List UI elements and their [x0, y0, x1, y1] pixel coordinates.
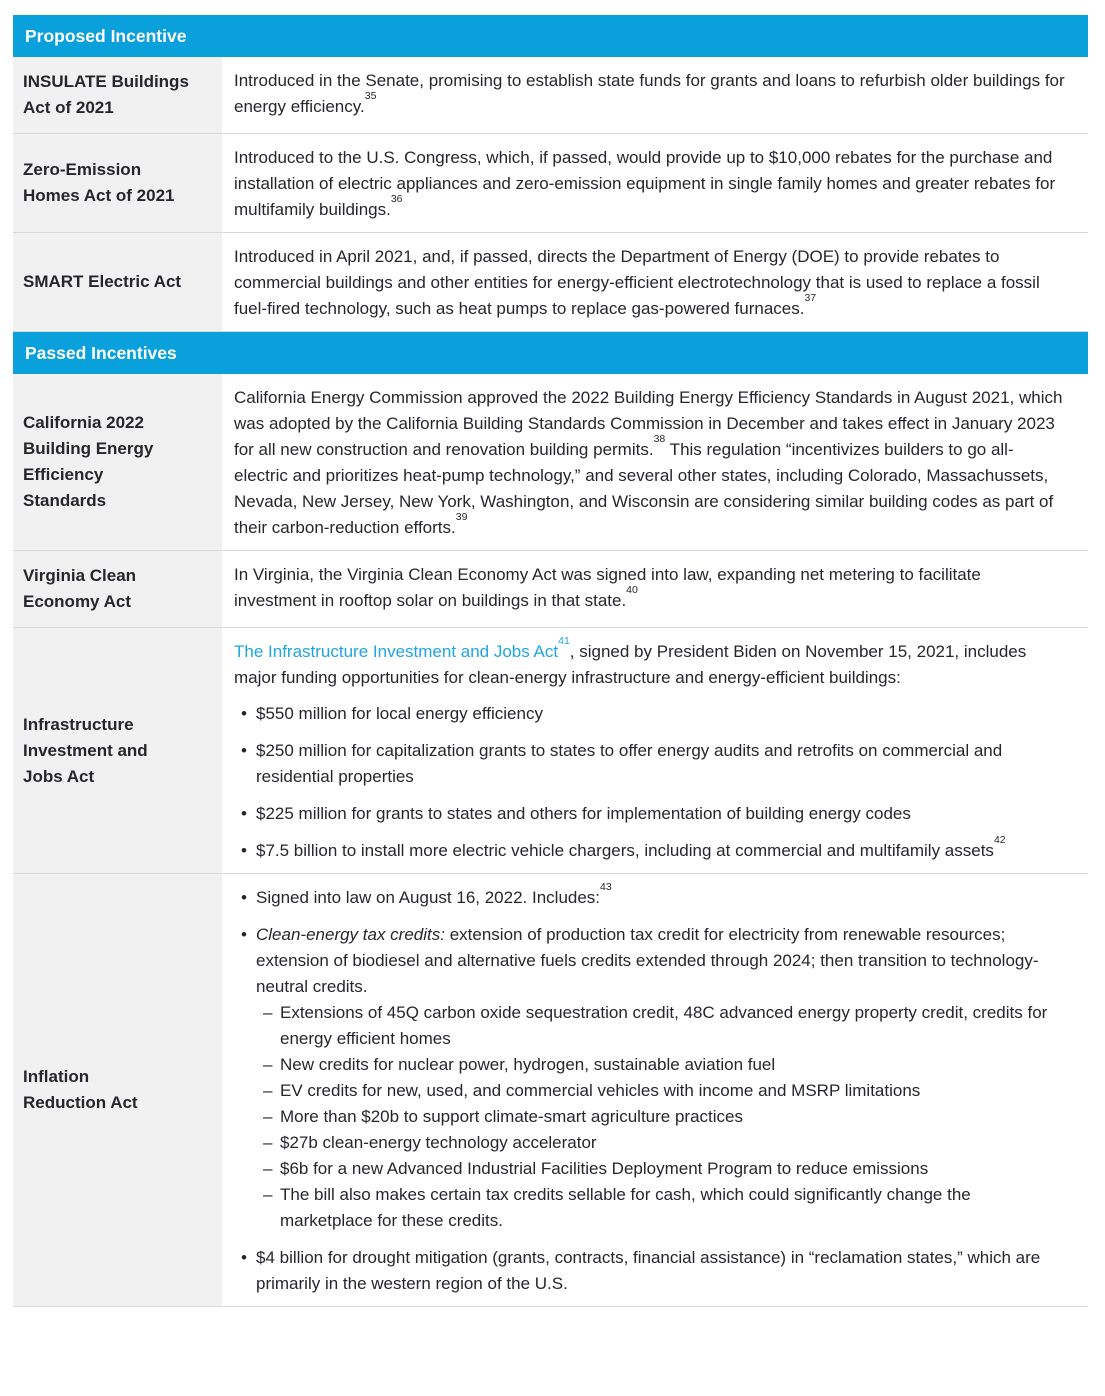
incentive-name-cell	[13, 874, 222, 1306]
description-paragraph	[234, 562, 1066, 614]
description-paragraph	[234, 145, 1066, 223]
table-row	[13, 233, 1088, 332]
bullet-item	[256, 881, 1066, 911]
incentives-table	[13, 15, 1088, 1307]
section-header-band	[13, 332, 1088, 374]
incentive-name-line: Reduction Act	[23, 1093, 138, 1112]
incentive-name-line: INSULATE Buildings	[23, 72, 189, 91]
bullet-item	[256, 1245, 1066, 1297]
incentive-name-line: Standards	[23, 491, 107, 510]
text-run: $27b clean-energy technology accelerator	[280, 1133, 597, 1152]
footnote-reference: 37	[804, 292, 817, 305]
text-run: The bill also makes certain tax credits sellable for cash, which could significantly change the marketplace for these credits.	[280, 1185, 971, 1230]
text-run: California Energy Commission approved the 2022 Building Energy Efficiency Standards in August 2021, which was adopted by the California Building Standards Commission in December and takes effect in January 2023 for all new construction and renovation building permits.	[234, 388, 1063, 459]
description-paragraph	[234, 244, 1066, 322]
incentive-description-cell	[222, 233, 1088, 331]
incentive-name-line: Jobs Act	[23, 766, 95, 786]
incentive-name-cell	[13, 374, 222, 550]
incentive-name	[23, 1064, 138, 1116]
bullet-item	[256, 834, 1066, 864]
text-run: , signed by President Biden on November 15, 2021, includes major funding opportunities for clean-energy infrastructure and energy-efficient buildings:	[234, 642, 1027, 687]
bullet-list	[234, 701, 1066, 864]
text-run: $550 million for local energy efficiency	[256, 704, 543, 723]
footnote-reference: 40	[626, 584, 638, 597]
incentive-name-line: Economy Act	[23, 592, 132, 611]
section-header-band	[13, 15, 1088, 57]
text-run: This regulation “incentivizes builders to go all-electric and prioritizes heat-pump technology,” and several other states, including Colorado, Massachussets, Nevada, New Jersey, New York, Washington, and Wisconsin are considering similar building codes as part of their carbon-reduction efforts.	[234, 440, 1054, 537]
incentive-name-line: Investment and	[23, 740, 148, 760]
dash-list	[256, 1000, 1066, 1234]
incentive-name-line: Inflation	[23, 1067, 90, 1086]
incentive-name	[23, 410, 153, 514]
incentive-name	[23, 269, 181, 295]
emphasized-text: Clean-energy tax credits:	[256, 925, 445, 944]
dash-item	[280, 1104, 1066, 1130]
text-run: $7.5 billion to install more electric vehicle chargers, including at commercial and multifamily assets	[256, 841, 994, 860]
dash-item	[280, 1052, 1066, 1078]
incentive-name	[23, 712, 148, 790]
footnote-reference: 43	[600, 881, 612, 894]
text-run: $4 billion for drought mitigation (grants, contracts, financial assistance) in “reclamation states,” which are primarily in the western region of the U.S.	[256, 1248, 1041, 1293]
section-header-label: Proposed Incentive	[25, 26, 187, 46]
footnote-reference: 39	[455, 511, 468, 524]
text-run: $225 million for grants to states and others for implementation of building energy codes	[256, 804, 911, 823]
incentive-name-line: Building Energy	[23, 439, 154, 458]
bullet-list	[234, 881, 1066, 1297]
incentive-name	[23, 563, 136, 615]
dash-item	[280, 1156, 1066, 1182]
table-row	[13, 134, 1088, 233]
footnote-reference: 38	[653, 433, 666, 446]
incentive-name-cell	[13, 57, 222, 133]
text-run: EV credits for new, used, and commercial vehicles with income and MSRP limitations	[280, 1081, 921, 1100]
table-row	[13, 57, 1088, 134]
footnote-reference[interactable]: 41	[558, 635, 570, 648]
incentive-name-line: Virginia Clean	[23, 566, 137, 585]
table-row	[13, 874, 1088, 1307]
dash-item	[280, 1182, 1066, 1234]
dash-item	[280, 1078, 1066, 1104]
incentive-name-line: SMART Electric Act	[23, 272, 182, 291]
incentive-name	[23, 69, 189, 121]
incentive-name-line: Infrastructure	[23, 714, 134, 734]
incentive-name-cell	[13, 134, 222, 232]
text-run: In Virginia, the Virginia Clean Economy Act was signed into law, expanding net metering to facilitate investment in rooftop solar on buildings in that state.	[234, 565, 981, 610]
description-paragraph	[234, 385, 1066, 541]
table-row	[13, 551, 1088, 628]
incentive-name-cell	[13, 551, 222, 627]
incentive-description-cell	[222, 374, 1088, 550]
text-run: More than $20b to support climate-smart agriculture practices	[280, 1107, 743, 1126]
incentive-description-cell	[222, 628, 1088, 873]
description-paragraph	[234, 68, 1066, 120]
text-run: New credits for nuclear power, hydrogen, sustainable aviation fuel	[280, 1055, 776, 1074]
incentive-name-line: Zero-Emission	[23, 160, 142, 179]
incentive-description-cell	[222, 57, 1088, 133]
section-header-label: Passed Incentives	[25, 343, 177, 363]
incentive-name-cell	[13, 233, 222, 331]
text-run: extension of production tax credit for electricity from renewable resources; extension of biodiesel and alternative fuels credits extended through 2024; then transition to technology-neutral credits.	[256, 925, 1039, 996]
document-link[interactable]: The Infrastructure Investment and Jobs Act	[234, 642, 559, 661]
incentive-name-line: Efficiency	[23, 465, 104, 484]
table-row	[13, 374, 1088, 551]
dash-item	[280, 1000, 1066, 1052]
text-run: Introduced in the Senate, promising to establish state funds for grants and loans to refurbish older buildings for energy efficiency.	[234, 71, 1065, 116]
text-run: Signed into law on August 16, 2022. Includes:	[256, 888, 601, 907]
footnote-reference: 36	[390, 193, 403, 206]
incentive-description-cell	[222, 134, 1088, 232]
incentive-name-cell	[13, 628, 222, 873]
text-run: $250 million for capitalization grants to states to offer energy audits and retrofits on commercial and residential properties	[256, 741, 1003, 786]
bullet-item	[256, 738, 1066, 790]
bullet-item	[256, 801, 1066, 827]
text-run: Extensions of 45Q carbon oxide sequestration credit, 48C advanced energy property credit, credits for energy efficient homes	[280, 1003, 1048, 1048]
table-row	[13, 628, 1088, 874]
incentive-name-line: Homes Act of 2021	[23, 186, 175, 205]
text-run: Introduced in April 2021, and, if passed, directs the Department of Energy (DOE) to provide rebates to commercial buildings and other entities for energy-efficient electrotechnology that is used to replace a fossil fuel-fired technology, such as heat pumps to replace gas-powered furnaces.	[234, 247, 1040, 318]
incentive-name-line: California 2022	[23, 413, 144, 432]
incentive-description-cell	[222, 551, 1088, 627]
description-paragraph	[234, 635, 1066, 691]
text-run: $6b for a new Advanced Industrial Facilities Deployment Program to reduce emissions	[280, 1159, 929, 1178]
footnote-reference: 35	[364, 90, 377, 103]
bullet-item	[256, 922, 1066, 1234]
bullet-item	[256, 701, 1066, 727]
text-run: Introduced to the U.S. Congress, which, if passed, would provide up to $10,000 rebates for the purchase and installation of electric appliances and zero-emission equipment in single family homes and greater rebates for multifamily buildings.	[234, 148, 1056, 219]
incentive-name	[23, 157, 174, 209]
incentive-description-cell	[222, 874, 1088, 1306]
incentive-name-line: Act of 2021	[23, 98, 114, 117]
dash-item	[280, 1130, 1066, 1156]
footnote-reference: 42	[993, 834, 1006, 847]
